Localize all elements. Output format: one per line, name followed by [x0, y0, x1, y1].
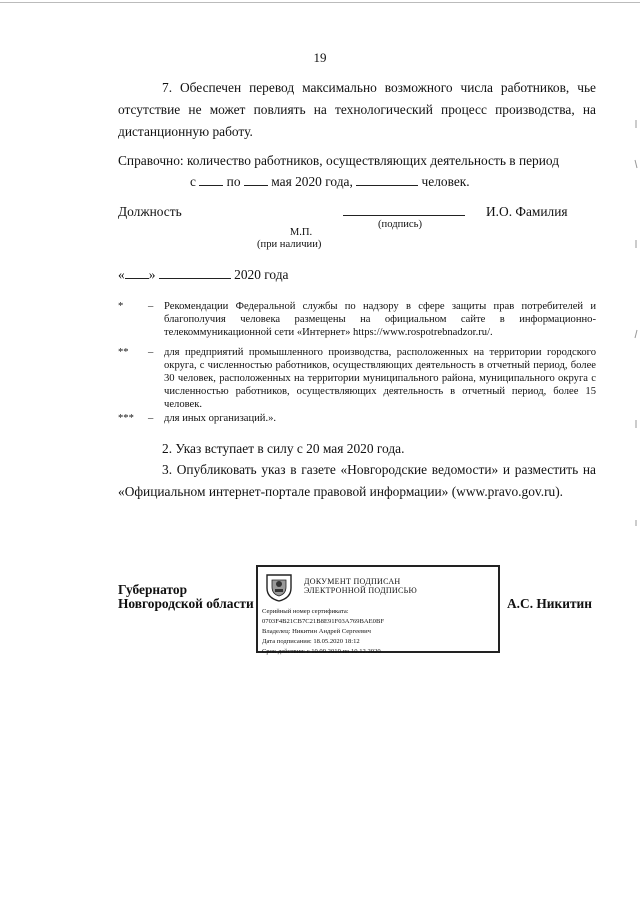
seal-label: М.П. — [289, 227, 313, 238]
from-blank — [199, 185, 223, 186]
day-blank — [125, 278, 149, 279]
quote-close: » — [148, 267, 156, 282]
reference-line: Справочно: количество работников, осуществляющих деятельность в период — [118, 153, 560, 168]
item-7-paragraph: 7. Обеспечен перевод максимально возможного числа работников, чье отсутствие не может повлиять на технологический процесс производства, на дистанционную работу. — [118, 80, 596, 139]
footnote-3-mark: *** — [118, 413, 134, 424]
footnote-3-text: для иных организаций.». — [164, 413, 277, 424]
count-blank — [356, 185, 418, 186]
footnote-1-mark: * — [118, 301, 124, 312]
date-line — [118, 264, 288, 286]
to-label: по — [226, 174, 241, 189]
name-label: И.О. Фамилия — [486, 204, 568, 219]
governor-title-line-1: Губернатор — [118, 582, 188, 597]
scan-top-edge — [0, 2, 640, 3]
stamp-row: Серийный номер сертификата: — [262, 608, 349, 615]
stamp-row: Владелец: Никитин Андрей Сергеевич — [262, 628, 371, 635]
footnote-1-text: Рекомендации Федеральной службы по надзору в сфере защиты прав потребителей и благополучия человека размещены на официальном сайте в информационно-телекоммуникационной сети «Интернет» https://www.rospotrebnadzor.ru/. — [164, 301, 596, 338]
stamp-header-line-2: ЭЛЕКТРОННОЙ ПОДПИСЬЮ — [304, 586, 418, 595]
stamp-header-line-1: ДОКУМЕНТ ПОДПИСАН — [304, 577, 401, 586]
governor-title-line-2: Новгородской области — [118, 596, 254, 611]
stamp-details — [262, 607, 384, 657]
item-2-paragraph: 2. Указ вступает в силу с 20 мая 2020 года. — [162, 441, 405, 456]
stamp-header — [304, 577, 417, 595]
position-label: Должность — [118, 204, 182, 219]
coat-of-arms-icon — [264, 572, 294, 602]
date-label: мая 2020 года, — [271, 174, 353, 189]
footnote-1-dash: – — [148, 301, 154, 312]
footnote-2-mark: ** — [118, 347, 129, 358]
quote-open: « — [118, 267, 125, 282]
governor-name: А.С. Никитин — [507, 596, 592, 611]
scan-edge-marks — [632, 90, 640, 610]
footnote-2-dash: – — [148, 347, 154, 358]
from-label: с — [190, 174, 196, 189]
seal-note: (при наличии) — [257, 239, 322, 250]
signature-caption: (подпись) — [378, 219, 422, 230]
stamp-row: Срок действия: с 10.09.2019 по 10.12.2020 — [262, 648, 381, 655]
reference-fill-line — [190, 171, 610, 193]
people-label: человек. — [421, 174, 470, 189]
footnote-3-dash: – — [148, 413, 154, 424]
item-3-paragraph: 3. Опубликовать указ в газете «Новгородские ведомости» и разместить на «Официальном интернет-портале правовой информации» (www.pravo.gov.ru). — [118, 462, 596, 499]
page-number: 19 — [313, 50, 327, 65]
month-blank — [159, 278, 231, 279]
footnote-2-text: для предприятий промышленного производства, расположенных на территории городского округа, с численностью работников, осуществляющих деятельность в отчетный период, более 30 человек, расположенных на территории муниципального района, муниципального округа с численностью работников, осуществляющих деятельность в отчетный период, более 15 человек. — [164, 347, 596, 410]
e-signature-stamp — [256, 565, 500, 653]
signature-blank — [343, 215, 465, 216]
to-blank — [244, 185, 268, 186]
stamp-row: Дата подписания: 18.05.2020 18:12 — [262, 638, 360, 645]
stamp-row: 0703F4B21CB7C21B8E91F03A769BAE0BF — [262, 618, 385, 625]
year-label: 2020 года — [234, 267, 289, 282]
